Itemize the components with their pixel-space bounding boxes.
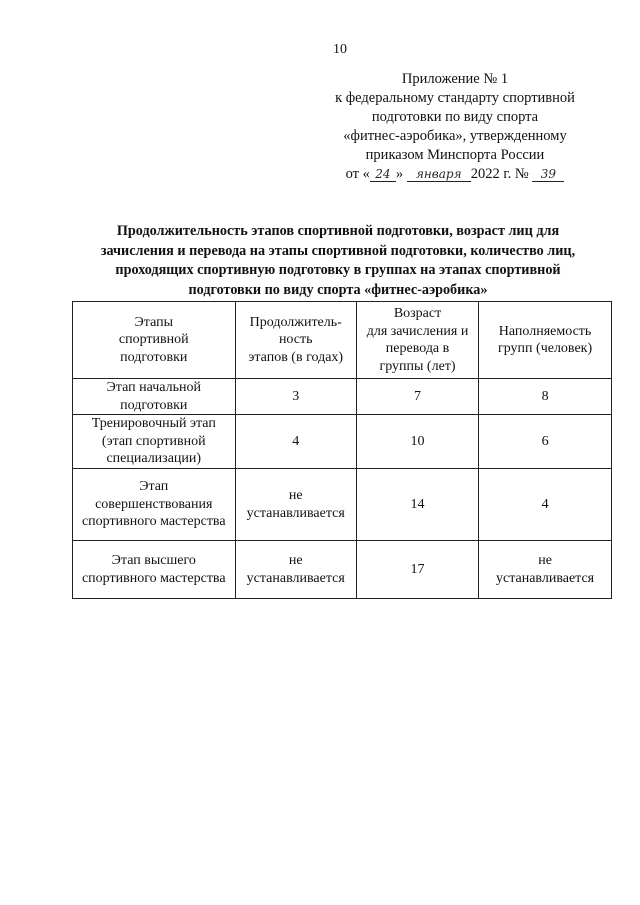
title-line-2: зачисления и перевода на этапы спортивной подготовки, количество лиц, [100, 242, 576, 259]
cell-group-size: 6 [479, 415, 612, 469]
header-duration: Продолжитель- ность этапов (в годах) [235, 302, 356, 379]
cell-duration: не устанавливается [235, 469, 356, 541]
header-age: Возраст для зачисления и перевода в группы (лет) [356, 302, 478, 379]
date-prefix: от « [345, 166, 370, 182]
appendix-line-2: к федеральному стандарту спортивной [335, 90, 575, 106]
document-title [60, 222, 616, 300]
appendix-date-line [300, 165, 610, 184]
header-group-size: Наполняемость групп (человек) [479, 302, 612, 379]
cell-duration: не устанавливается [235, 541, 356, 599]
cell-stage: Этап высшего спортивного мастерства [73, 541, 236, 599]
table-header-row [73, 302, 612, 379]
page-number: 10 [333, 42, 347, 57]
appendix-line-1: Приложение № 1 [401, 71, 509, 87]
date-mid: » [395, 166, 404, 182]
cell-stage: Этап совершенствования спортивного мастерства [73, 469, 236, 541]
appendix-line-5: приказом Минспорта России [365, 147, 545, 163]
table-row [73, 379, 612, 415]
cell-group-size: 4 [479, 469, 612, 541]
date-year: 2022 г. № [470, 166, 529, 182]
table-row [73, 541, 612, 599]
cell-stage: Этап начальной подготовки [73, 379, 236, 415]
cell-duration: 4 [235, 415, 356, 469]
title-line-4: подготовки по виду спорта «фитнес-аэробика» [188, 281, 488, 298]
table-row [73, 469, 612, 541]
appendix-line-4: «фитнес-аэробика», утвержденному [343, 128, 567, 144]
stages-table [72, 301, 612, 599]
cell-age: 7 [356, 379, 478, 415]
handwritten-day: 24 [370, 167, 396, 182]
cell-duration: 3 [235, 379, 356, 415]
handwritten-order-number: 39 [532, 167, 564, 182]
title-line-1: Продолжительность этапов спортивной подготовки, возраст лиц для [116, 223, 560, 239]
cell-stage: Тренировочный этап (этап спортивной специализации) [73, 415, 236, 469]
title-line-3: проходящих спортивную подготовку в группах на этапах спортивной [115, 262, 561, 278]
handwritten-month: января [407, 167, 471, 182]
cell-group-size: 8 [479, 379, 612, 415]
table-row [73, 415, 612, 469]
appendix-line-3: подготовки по виду спорта [371, 109, 539, 125]
header-stages: Этапы спортивной подготовки [73, 302, 236, 379]
appendix-header [300, 70, 610, 184]
cell-age: 14 [356, 469, 478, 541]
cell-group-size: не устанавливается [479, 541, 612, 599]
cell-age: 17 [356, 541, 478, 599]
cell-age: 10 [356, 415, 478, 469]
